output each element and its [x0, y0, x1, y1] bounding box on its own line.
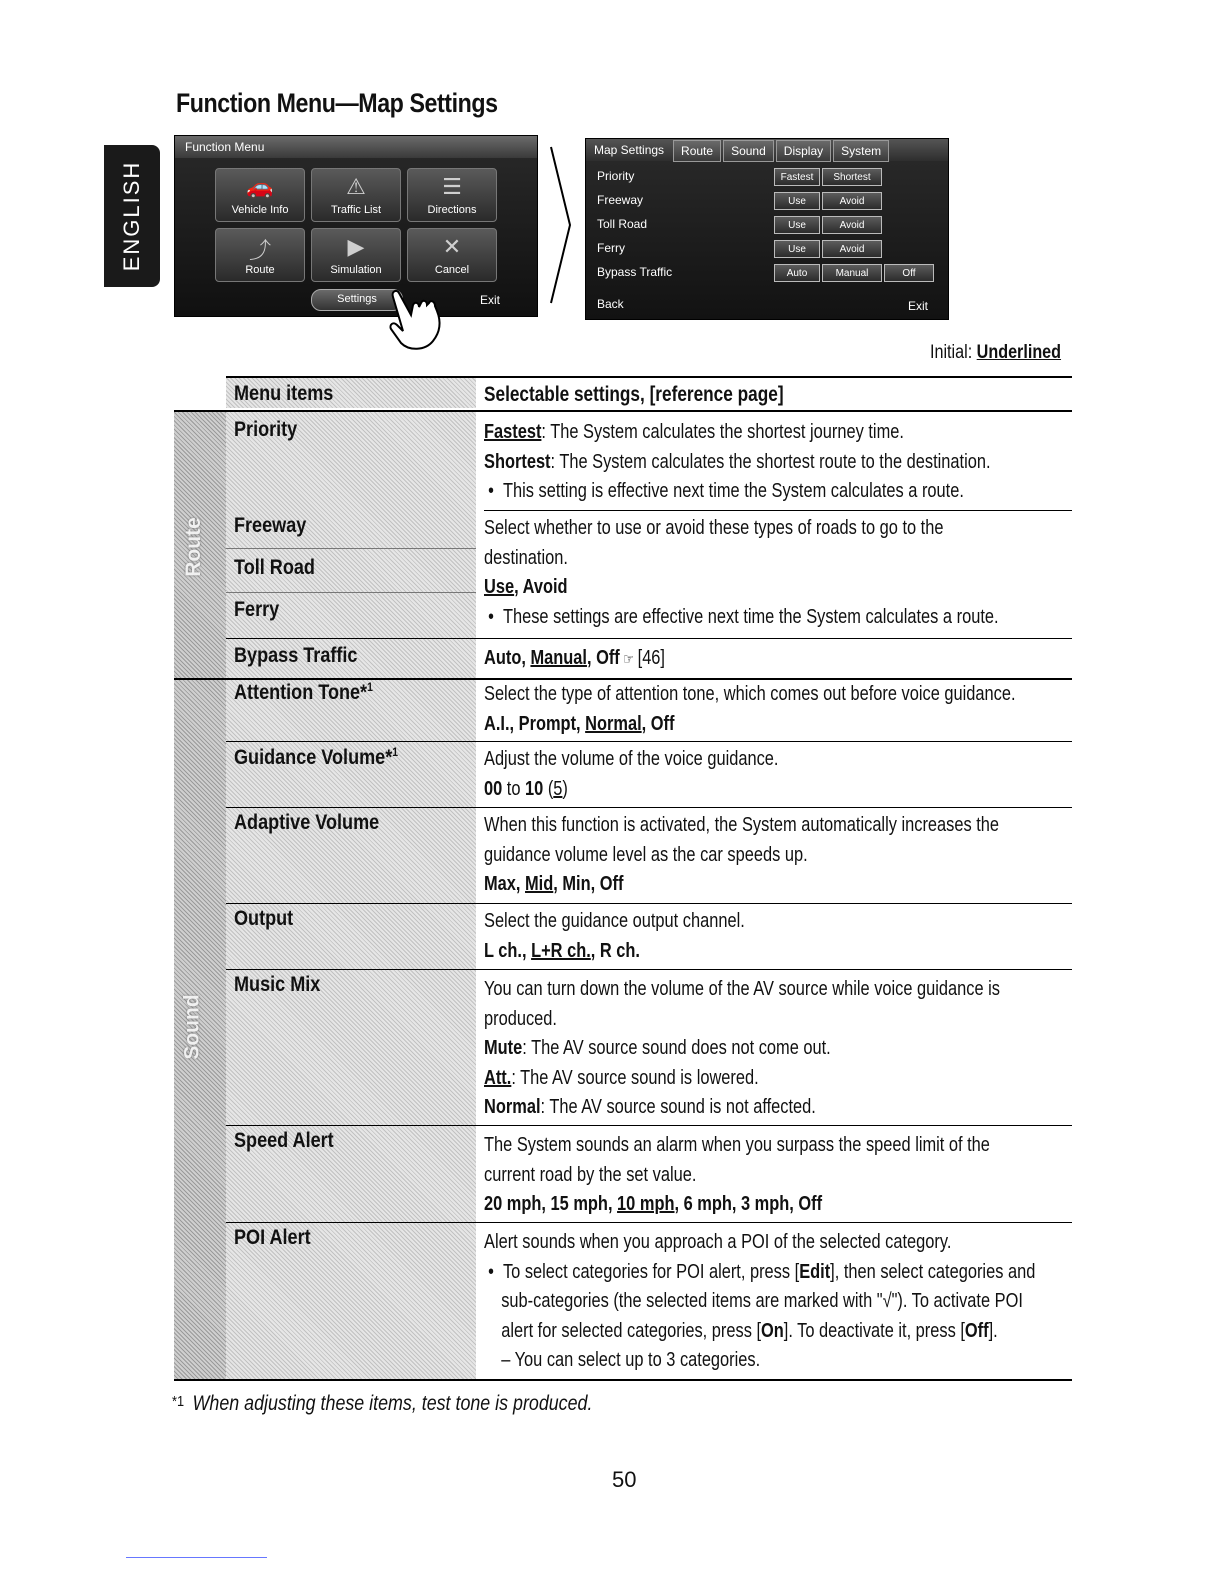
fm-btn-label: Cancel: [434, 264, 470, 276]
setting-normal: Normal: [585, 712, 642, 735]
option-use[interactable]: Use: [774, 192, 820, 210]
item-speed-alert: Speed Alert: [234, 1129, 334, 1152]
row-rule: [226, 741, 1072, 742]
setting-fastest: Fastest: [484, 421, 542, 443]
setting-mid: Mid: [525, 873, 554, 895]
text: 00: [484, 777, 503, 800]
text: When this function is activated, the System automatically increases the: [484, 814, 1000, 836]
desc-bypass: [484, 644, 1017, 675]
group-label-route: Route: [181, 517, 205, 577]
desc-poi-alert: Alert sounds when you approach a POI of the selected category. • To select categories for POI alert, press [Edit], then select categories and sub-categories (the selected items are marked with "√"). To activate POI alert for selected categories, press [On]. To deactivate it, press [Off]. – You can select up to 3 categories.: [484, 1228, 1017, 1376]
text: guidance volume level as the car speeds up.: [484, 843, 808, 866]
hand-pointer-icon: [385, 285, 455, 355]
option-use[interactable]: Use: [774, 240, 820, 258]
text: to: [502, 777, 526, 800]
ms-row-label: Toll Road: [597, 217, 648, 231]
list-icon: ☰: [442, 174, 462, 199]
bottom-rule: [126, 1557, 267, 1558]
setting-mute: Mute: [484, 1037, 523, 1059]
text: 20 mph, 15 mph,: [484, 1193, 618, 1215]
fm-btn-directions[interactable]: [407, 168, 497, 222]
text: A.I., Prompt,: [484, 712, 586, 735]
desc-attention: [484, 680, 1017, 739]
ms-exit-button[interactable]: Exit: [908, 299, 929, 313]
col-head-menu-items: Menu items: [234, 382, 334, 405]
car-icon: 🚗: [246, 174, 274, 199]
sub-rule: [226, 592, 476, 593]
row-rule: [226, 1222, 1072, 1223]
option-shortest[interactable]: Shortest: [822, 168, 882, 186]
text: produced.: [484, 1007, 557, 1030]
chevron-right-icon: [548, 145, 574, 305]
tab-system[interactable]: System: [833, 140, 889, 162]
function-menu-screen: [174, 135, 538, 317]
ms-row-toll-road: [586, 213, 948, 237]
page-title: Function Menu—Map Settings: [176, 88, 498, 118]
option-avoid[interactable]: Avoid: [822, 192, 882, 210]
note: These settings are effective next time the System calculates a route.: [502, 605, 999, 628]
tab-sound[interactable]: Sound: [723, 140, 774, 162]
text: destination.: [484, 546, 568, 569]
text: You can turn down the volume of the AV source while voice guidance is: [484, 978, 1001, 1000]
text: Select the guidance output channel.: [484, 910, 745, 932]
col-head-settings: Selectable settings, [reference page]: [484, 383, 784, 406]
sub-rule: [226, 548, 476, 549]
text: , Min, Off: [553, 873, 624, 895]
setting-default: 5: [553, 777, 563, 800]
cancel-icon: ✕: [442, 234, 462, 259]
text: Select whether to use or avoid these types of roads to go to the: [484, 517, 944, 539]
setting-lr: L+R ch.: [531, 939, 591, 962]
item-bypass-traffic: Bypass Traffic: [234, 644, 358, 667]
text: 10: [525, 777, 544, 800]
option-avoid[interactable]: Avoid: [822, 216, 882, 234]
ms-row-bypass-traffic: [586, 261, 948, 285]
item-attention-tone: Attention Tone*$^1$: [234, 680, 373, 704]
text: Select the type of attention tone, which comes out before voice guidance.: [484, 683, 1016, 705]
ms-row-priority: [586, 165, 948, 189]
text: current road by the set value.: [484, 1163, 697, 1186]
item-priority: Priority: [234, 418, 298, 441]
fm-exit-button[interactable]: Exit: [480, 293, 501, 307]
text: Adjust the volume of the voice guidance.: [484, 748, 779, 770]
setting-use: Use: [484, 576, 515, 598]
fm-btn-label: Traffic List: [330, 204, 382, 216]
item-freeway: Freeway: [234, 514, 307, 537]
ms-row-label: Freeway: [597, 193, 644, 207]
text: – You can select up to 3 categories.: [501, 1349, 761, 1371]
page-reference: [46]: [637, 647, 665, 669]
setting-shortest: Shortest: [484, 450, 551, 473]
item-adaptive-volume: Adaptive Volume: [234, 811, 380, 834]
option-manual[interactable]: Manual: [822, 264, 882, 282]
setting-manual: Manual: [530, 647, 587, 669]
fm-btn-label: Vehicle Info: [231, 204, 289, 216]
function-menu-header: Function Menu: [175, 136, 537, 158]
ms-row-label: Bypass Traffic: [597, 265, 673, 279]
text: : The System calculates the shortest journey time.: [541, 421, 904, 443]
footnote-text: When adjusting these items, test tone is produced.: [192, 1392, 593, 1415]
item-poi-alert: POI Alert: [234, 1226, 311, 1249]
traffic-icon: ⚠: [346, 174, 366, 199]
tab-display[interactable]: Display: [776, 140, 831, 162]
fm-btn-vehicle-info[interactable]: [215, 168, 305, 222]
desc-priority: Fastest: The System calculates the shortest journey time. Shortest: The System calculates the shortest route to the destination. • This setting is effective next time the System calculates a route.: [484, 421, 991, 502]
settings-button[interactable]: Settings: [311, 289, 403, 311]
ms-row-label: Priority: [597, 169, 635, 183]
text: , R ch.: [590, 939, 640, 962]
play-icon: ▶: [347, 234, 365, 259]
fm-btn-label: Route: [245, 264, 275, 276]
text: , Off: [641, 712, 675, 735]
row-rule: [226, 638, 1072, 639]
map-settings-screen: [585, 138, 949, 320]
row-rule: [226, 969, 1072, 970]
row-rule: [226, 807, 1072, 808]
ms-row-freeway: [586, 189, 948, 213]
page-number: 50: [612, 1467, 637, 1492]
text: , Off: [586, 647, 620, 669]
desc-speed-alert: [484, 1131, 1017, 1220]
route-icon: ⤴: [248, 238, 272, 263]
fm-btn-traffic-list[interactable]: [311, 168, 401, 222]
text: Alert sounds when you approach a POI of the selected category.: [484, 1231, 952, 1253]
ms-back-button[interactable]: Back: [597, 297, 624, 311]
fm-btn-cancel[interactable]: [407, 228, 497, 282]
item-toll-road: Toll Road: [234, 556, 315, 579]
desc-music-mix: [484, 975, 1017, 1123]
option-auto[interactable]: Auto: [774, 264, 820, 282]
desc-output: [484, 907, 1017, 966]
item-output: Output: [234, 907, 294, 930]
desc-adaptive: [484, 811, 1017, 900]
option-avoid[interactable]: Avoid: [822, 240, 882, 258]
fm-btn-route[interactable]: [215, 228, 305, 282]
fm-btn-label: Directions: [427, 204, 477, 216]
text: : The AV source sound does not come out.: [522, 1037, 831, 1059]
language-tab: [104, 145, 160, 287]
tab-route[interactable]: Route: [673, 140, 721, 162]
map-settings-tabs: [586, 139, 948, 161]
group-label-sound: Sound: [180, 994, 204, 1060]
table-top-rule: [226, 376, 1072, 378]
item-ferry: Ferry: [234, 598, 280, 621]
text: L ch.,: [484, 939, 532, 962]
row-rule: [484, 510, 1072, 511]
text: : The AV source sound is not affected.: [540, 1096, 816, 1118]
language-tab-label: ENGLISH: [119, 160, 144, 272]
option-off[interactable]: Off: [884, 264, 934, 282]
tab-map-settings: Map Settings: [594, 143, 665, 157]
item-music-mix: Music Mix: [234, 973, 321, 996]
text: Auto,: [484, 647, 531, 669]
reference-icon: ☞: [619, 651, 638, 668]
option-fastest[interactable]: Fastest: [774, 168, 820, 186]
row-rule: [226, 1125, 1072, 1126]
text: The System sounds an alarm when you surpass the speed limit of the: [484, 1134, 990, 1156]
text: sub-categories (the selected items are marked with "√"). To activate POI: [501, 1290, 1023, 1312]
ms-row-ferry: [586, 237, 948, 261]
setting-normal: Normal: [484, 1096, 541, 1118]
header-rule: [174, 410, 1072, 412]
note: This setting is effective next time the System calculates a route.: [502, 480, 964, 502]
setting-att: Att.: [484, 1066, 512, 1089]
text: Max,: [484, 873, 526, 895]
desc-guidance: Adjust the volume of the voice guidance. 00 to 10 (5): [484, 745, 1017, 804]
initial-value: Underlined: [976, 342, 1062, 363]
fm-btn-label: Simulation: [330, 264, 382, 276]
option-use[interactable]: Use: [774, 216, 820, 234]
footnote-mark: *1: [172, 1393, 185, 1410]
text: , 6 mph, 3 mph, Off: [674, 1193, 823, 1215]
desc-roads: Select whether to use or avoid these types of roads to go to the destination. Use, Avoid • These settings are effective next time the System calculates a route.: [484, 514, 1017, 632]
fm-btn-simulation[interactable]: [311, 228, 401, 282]
setting-10mph: 10 mph: [617, 1193, 675, 1215]
text: : The AV source sound is lowered.: [511, 1066, 759, 1089]
initial-legend: [930, 342, 1061, 364]
footnote: [172, 1392, 592, 1416]
row-rule: [226, 903, 1072, 904]
text: : The System calculates the shortest route to the destination.: [550, 450, 991, 473]
ms-row-label: Ferry: [597, 241, 625, 255]
table-bottom-rule: [174, 1379, 1072, 1381]
setting-avoid: , Avoid: [514, 576, 568, 598]
initial-label: Initial:: [930, 342, 973, 363]
item-guidance-volume: Guidance Volume*$^1$: [234, 745, 398, 769]
